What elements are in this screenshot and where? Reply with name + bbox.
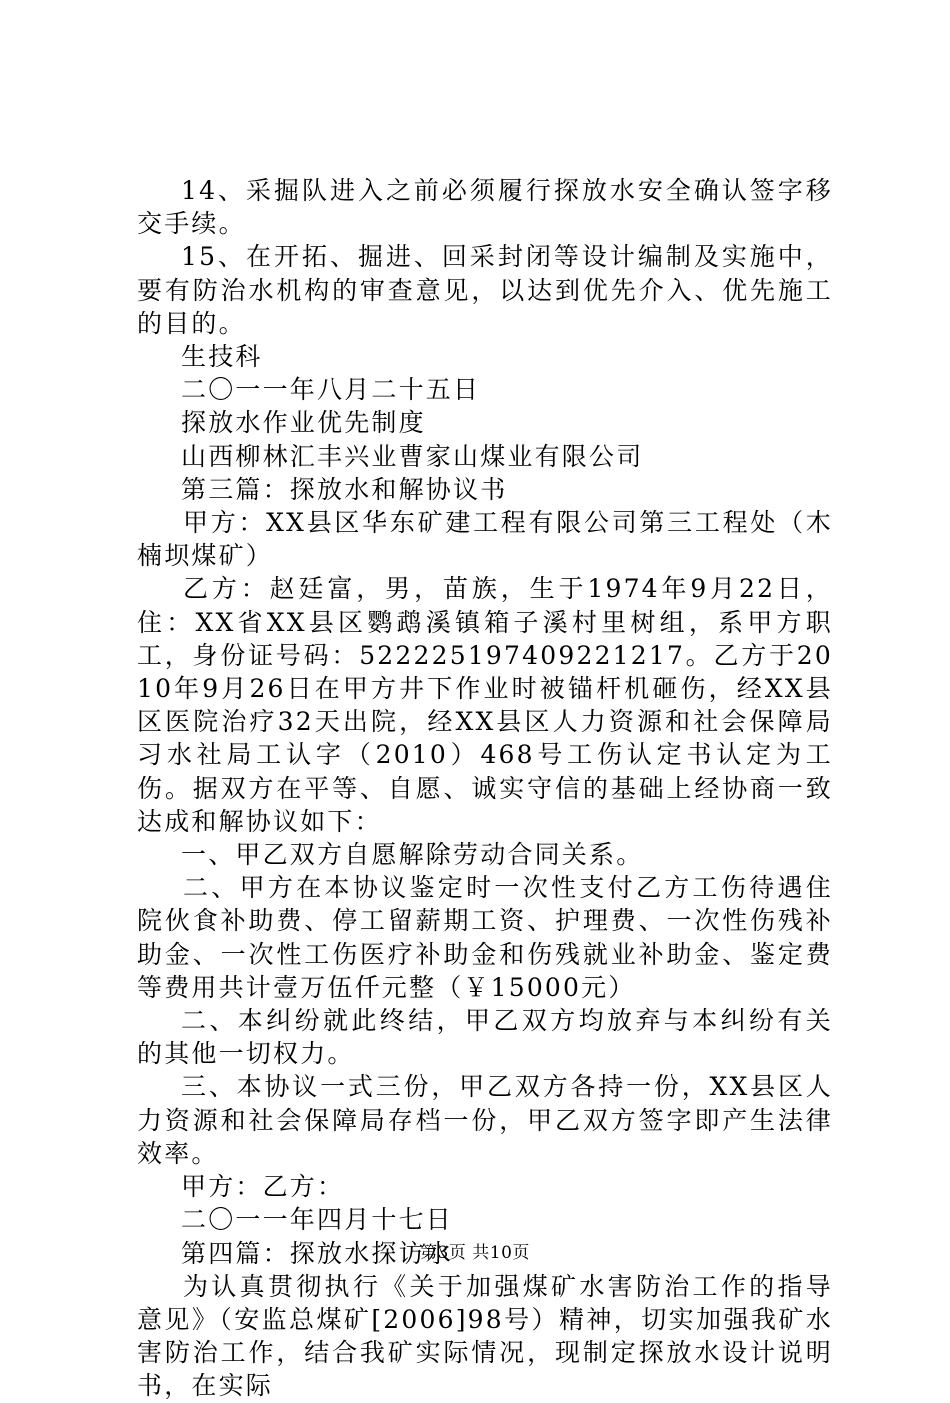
signature-date: 二〇一一年八月二十五日 xyxy=(181,375,481,405)
signature-parties: 甲方：乙方： xyxy=(181,1172,345,1202)
chapter-heading-4: 第四篇：探放水探访水 xyxy=(181,1238,454,1268)
page-number: 第3页 共10页 xyxy=(420,1243,530,1263)
agreement-date: 二〇一一年四月十七日 xyxy=(181,1205,454,1235)
clause-2b: 二、本纠纷就此终结，甲乙双方均放弃与本纠纷有关的其他一切权力。 xyxy=(137,1006,833,1069)
chapter-heading-3: 第三篇：探放水和解协议书 xyxy=(181,474,508,504)
company-name: 山西柳林汇丰兴业曹家山煤业有限公司 xyxy=(181,441,644,471)
party-b: 乙方：赵廷富，男，苗族，生于1974年9月22日，住：XX省XX县区鹦鹉溪镇箱子溪村里树组，系甲方职工，身份证号码：522225197409221217。乙方于2010年9月26日在甲方井下作业时被锚杆机砸伤，经XX县区医院治疗32天出院，经XX县区人力资源和社会保障局习水社局工认字（2010）468号工伤认定书认定为工伤。据双方在平等、自愿、诚实守信的基础上经协商一致达成和解协议如下： xyxy=(137,574,833,836)
paragraph-final: 为认真贯彻执行《关于加强煤矿水害防治工作的指导意见》（安监总煤矿[2006]98号）精神，切实加强我矿水害防治工作，结合我矿实际情况，现制定探放水设计说明书，在实际 xyxy=(137,1271,833,1401)
paragraph-2: 15、在开拓、掘进、回采封闭等设计编制及实施中，要有防治水机构的审查意见，以达到优先介入、优先施工的目的。 xyxy=(137,242,833,338)
section-title: 探放水作业优先制度 xyxy=(181,408,426,438)
document-body xyxy=(137,174,833,1403)
signature-department: 生技科 xyxy=(181,342,263,372)
clause-1: 一、甲乙双方自愿解除劳动合同关系。 xyxy=(181,840,644,870)
clause-3: 三、本协议一式三份，甲乙双方各持一份，XX县区人力资源和社会保障局存档一份，甲乙双方签字即产生法律效率。 xyxy=(137,1072,833,1168)
party-a: 甲方：XX县区华东矿建工程有限公司第三工程处（木楠坝煤矿） xyxy=(137,508,833,571)
paragraph-1: 14、采掘队进入之前必须履行探放水安全确认签字移交手续。 xyxy=(137,176,833,239)
clause-2: 二、甲方在本协议鉴定时一次性支付乙方工伤待遇住院伙食补助费、停工留薪期工资、护理费、一次性伤残补助金、一次性工伤医疗补助金和伤残就业补助金、鉴定费等费用共计壹万伍仟元整（￥15000元） xyxy=(137,873,833,1002)
